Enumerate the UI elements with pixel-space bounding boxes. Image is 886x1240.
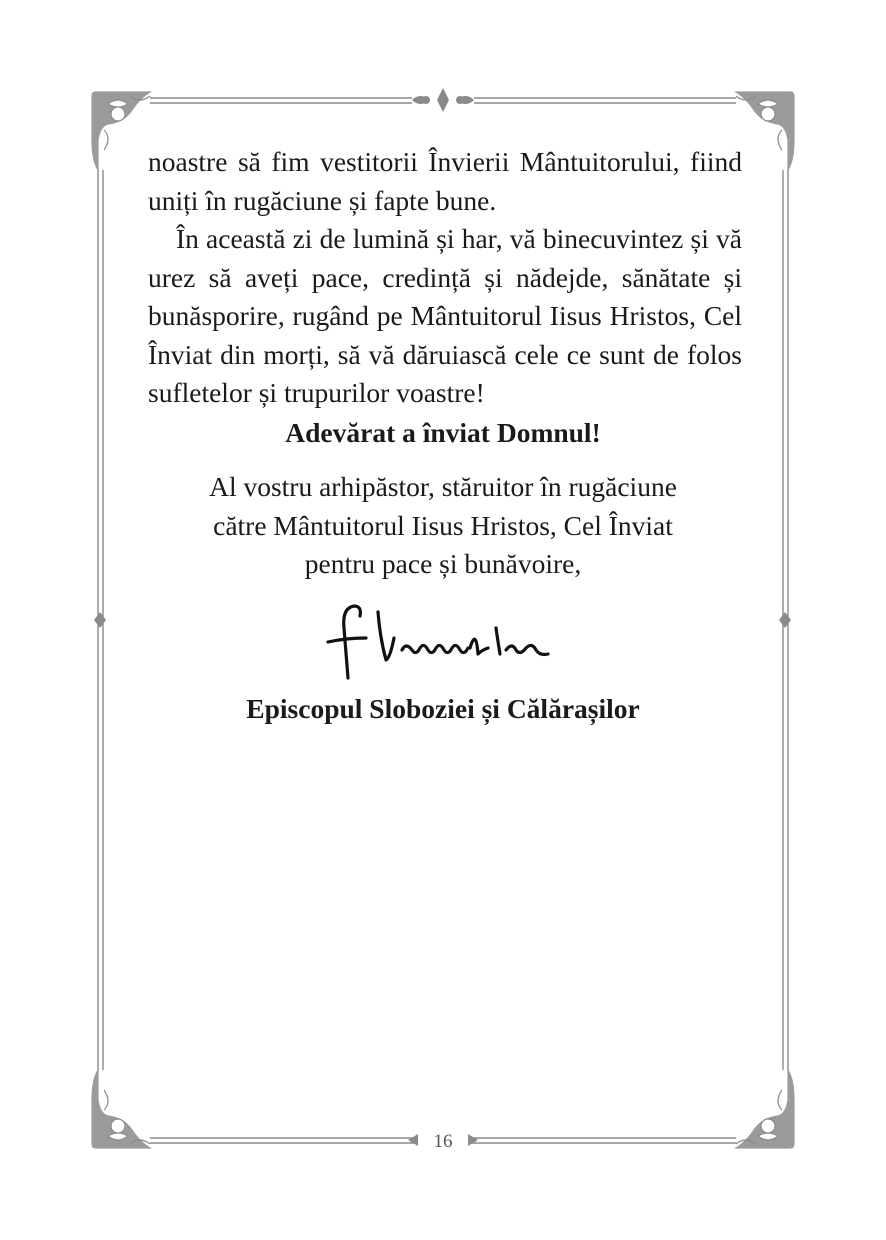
- body-line: Cel Înviat din morți, să vă dăruiască cele ce sunt: [148, 300, 743, 370]
- corner-ornament-bottom-right: [736, 1070, 794, 1148]
- body-paragraph-1: [148, 143, 742, 220]
- body-line: noastre să fim vestitorii Învierii Mântuitorului, fiind: [148, 146, 742, 177]
- handwritten-signature-icon: [320, 598, 570, 688]
- easter-greeting: Adevărat a înviat Domnul!: [285, 417, 601, 448]
- corner-ornament-bottom-left: [92, 1070, 150, 1148]
- body-paragraph-2: [148, 220, 742, 413]
- body-line: În această zi de lumină și har, vă binecuvintez: [176, 223, 684, 254]
- closing-line: Al vostru arhipăstor, stăruitor în rugăciune: [209, 471, 677, 502]
- page-number: 16: [433, 1131, 453, 1152]
- closing-text: [120, 468, 766, 584]
- body-line: și bunăsporire, rugând pe Mântuitorul Iisus Hristos,: [148, 261, 743, 331]
- signatory-title: Episcopul Sloboziei și Călărașilor: [246, 693, 640, 724]
- closing-line: pentru pace și bunăvoire,: [304, 548, 582, 579]
- top-center-ornament: [412, 88, 474, 112]
- closing-line: către Mântuitorul Iisus Hristos, Cel Înviat: [213, 509, 673, 541]
- body-text: [148, 143, 742, 413]
- body-line: uniți în rugăciune și fapte bune.: [148, 184, 497, 216]
- corner-ornament-top-left: [92, 92, 150, 170]
- corner-ornament-top-right: [736, 92, 794, 170]
- body-line: și vă urez să aveți pace, credință și nădejde, sănătate: [148, 223, 742, 293]
- body-line: de folos sufletelor și trupurilor voastre!: [148, 338, 742, 408]
